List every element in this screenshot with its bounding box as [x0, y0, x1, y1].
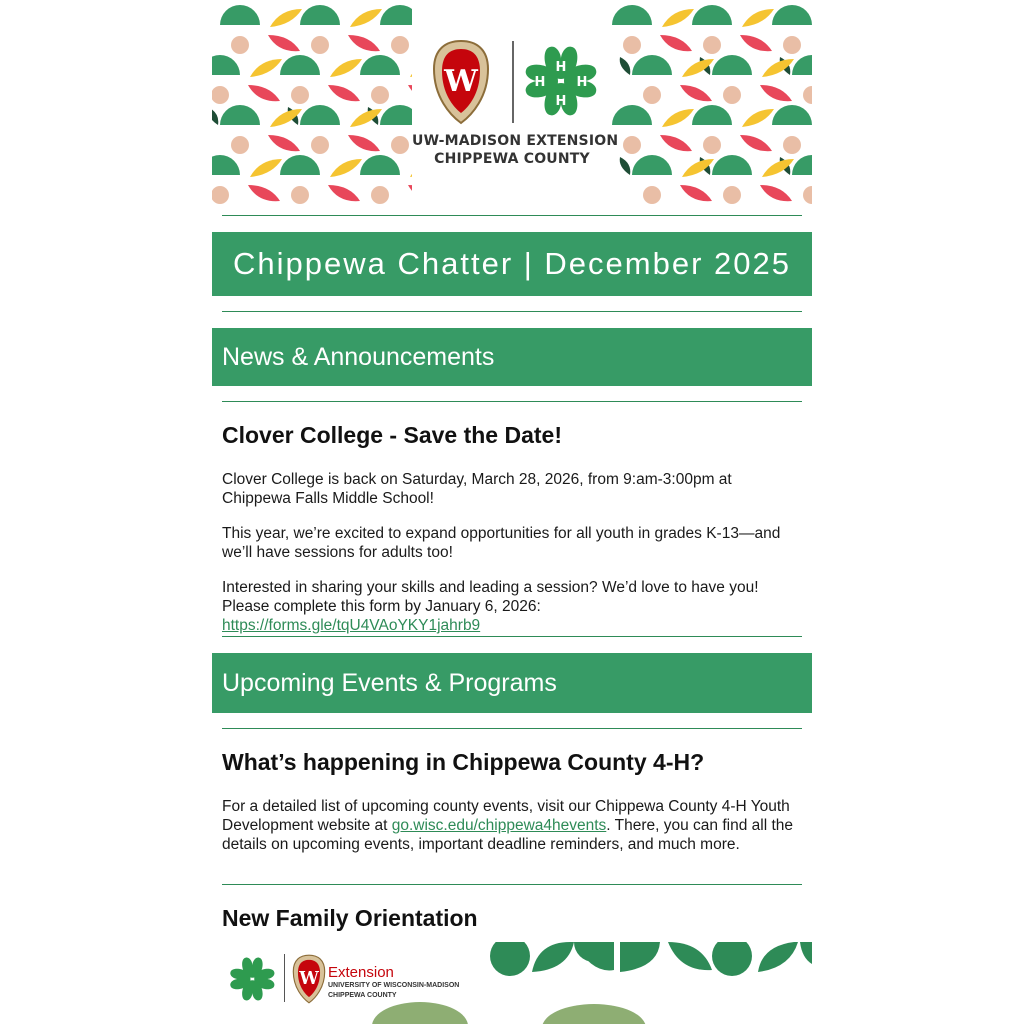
svg-text:W: W: [444, 64, 478, 99]
extension-wordmark: Extension: [328, 964, 394, 981]
org-name-line1: UW-MADISON EXTENSION: [412, 133, 619, 149]
extension-county-line: CHIPPEWA COUNTY: [328, 992, 397, 999]
decorative-pattern-left: [212, 0, 412, 205]
form-invite-text: Interested in sharing your skills and leading a session? We’d love to have you! Please complete this form by January 6, 2026:: [222, 579, 759, 615]
events-text-before: For a detailed list of upcoming county events, visit our Chippewa County 4-H Youth Development website at: [222, 798, 790, 834]
divider: [222, 215, 802, 216]
form-link[interactable]: https://forms.gle/tqU4VAoYKY1jahrb9: [222, 617, 481, 634]
events-text-after: . There, you can find all the details on upcoming events, important deadline reminders, and much more.: [222, 817, 793, 853]
clover-college-paragraph-2: This year, we’re excited to expand opportunities for all youth in grades K-13—and we’ll have sessions for adults too!: [222, 525, 781, 561]
clover-college-paragraph-3: [222, 578, 802, 635]
four-h-clover-small-icon: [228, 954, 278, 1004]
extension-logo: [412, 35, 619, 175]
svg-text:H: H: [555, 60, 567, 75]
header-banner: [212, 0, 812, 205]
divider: [222, 311, 802, 312]
clover-college-paragraph-1: Clover College is back on Saturday, March 28, 2026, from 9:am-3:00pm at Chippewa Falls Middle School!: [222, 471, 732, 507]
divider: [222, 636, 802, 637]
four-h-clover-icon: [522, 41, 602, 121]
svg-text:H: H: [534, 75, 546, 90]
orientation-heading: New Family Orientation: [222, 905, 478, 931]
decorative-pattern-right: [612, 0, 812, 205]
extension-university-line: UNIVERSITY OF WISCONSIN-MADISON: [328, 982, 460, 989]
svg-text:W: W: [299, 969, 319, 990]
svg-text:H: H: [576, 75, 588, 90]
uw-crest-icon: [432, 39, 490, 125]
divider: [222, 401, 802, 402]
news-section-header: News & Announcements: [212, 328, 812, 386]
events-section-header: Upcoming Events & Programs: [212, 653, 812, 713]
divider: [222, 884, 802, 885]
svg-text:H: H: [555, 94, 567, 109]
events-paragraph: [222, 797, 802, 854]
promo-logo-divider: [284, 954, 285, 1002]
orientation-promo-image: [212, 942, 812, 1024]
org-name-line2: CHIPPEWA COUNTY: [434, 151, 590, 167]
divider: [222, 728, 802, 729]
newsletter-email: [212, 0, 812, 1024]
logo-divider: [512, 41, 514, 123]
events-heading: What’s happening in Chippewa County 4-H?: [222, 749, 705, 775]
newsletter-title: Chippewa Chatter | December 2025: [212, 232, 812, 296]
events-website-link[interactable]: go.wisc.edu/chippewa4hevents: [391, 817, 607, 834]
uw-crest-small-icon: [292, 954, 326, 1004]
clover-college-heading: Clover College - Save the Date!: [222, 422, 562, 448]
